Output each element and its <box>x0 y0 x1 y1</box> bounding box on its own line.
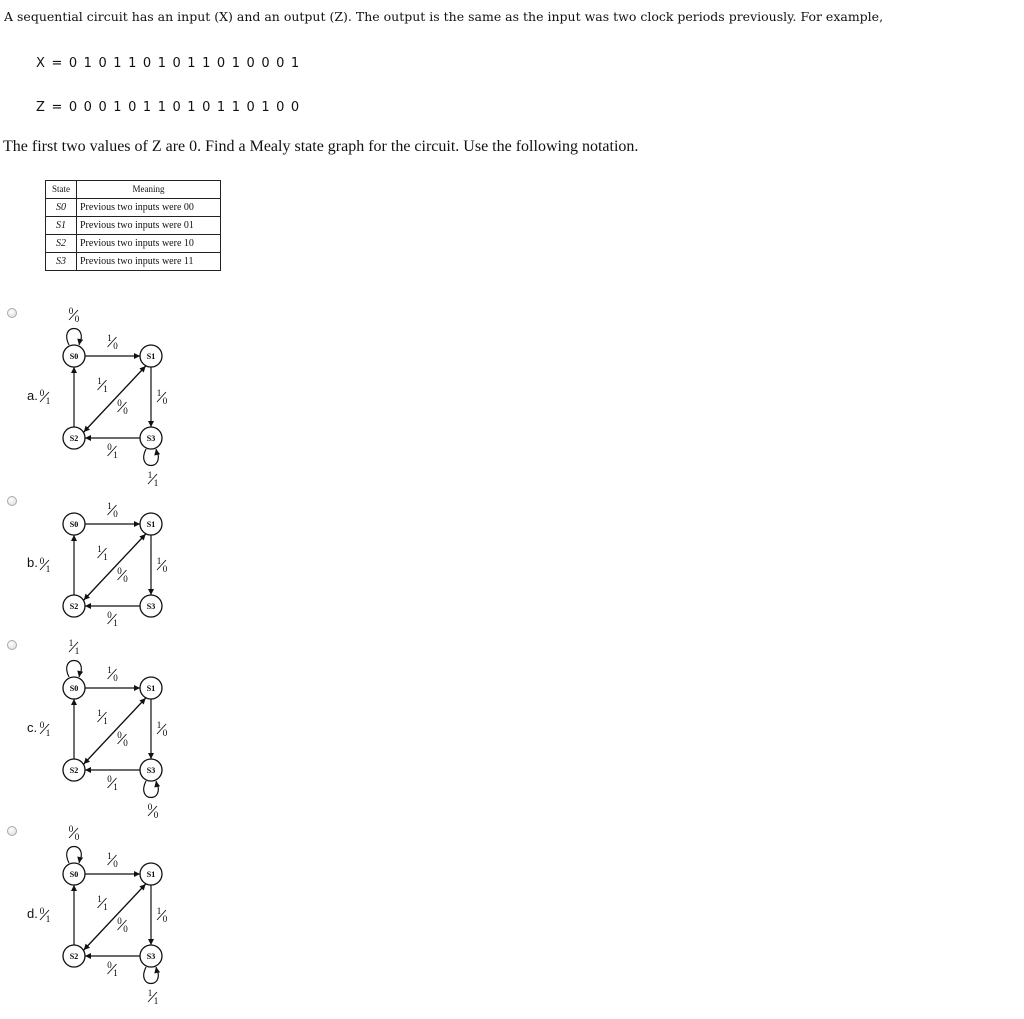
state-s1 <box>140 513 162 535</box>
arrowhead <box>71 885 77 891</box>
transition-s3-s2 <box>85 603 140 628</box>
state-label: S0 <box>69 870 79 879</box>
edge-label-output: 0 <box>162 564 168 574</box>
arrowhead <box>134 521 140 527</box>
option-a-radio[interactable] <box>7 308 17 318</box>
notation-header-state: State <box>46 181 77 199</box>
edge-label-output: 0 <box>113 341 118 351</box>
edge-label-output: 1 <box>74 646 80 656</box>
arrowhead <box>148 939 154 945</box>
option-d-letter: d. <box>27 906 38 921</box>
transition-s1-s2 <box>84 884 146 950</box>
edge-label <box>40 720 51 738</box>
edge-label-output: 0 <box>123 924 128 934</box>
edge-label-input: 1 <box>107 333 112 343</box>
edge-label-input: 1 <box>68 638 74 648</box>
state-s2 <box>63 759 85 781</box>
state-graph-content <box>40 638 168 820</box>
edge-label-output: 1 <box>113 450 118 460</box>
edge-label-input: 1 <box>147 470 153 480</box>
edge-label-input: 1 <box>156 556 162 566</box>
state-label: S1 <box>146 870 156 879</box>
edge-label <box>69 306 80 324</box>
edge-label <box>107 851 118 869</box>
edge-label-output: 1 <box>103 384 108 394</box>
state-s0 <box>63 513 85 535</box>
edge-label <box>69 638 80 656</box>
arrowhead <box>77 339 83 345</box>
notation-header-row <box>46 181 221 199</box>
transition-s2-s0 <box>40 699 77 759</box>
edge-label <box>97 894 108 912</box>
state-s1 <box>140 677 162 699</box>
edge-label <box>97 708 108 726</box>
arrowhead <box>85 435 91 441</box>
edge-label <box>40 906 51 924</box>
edge-label <box>148 988 159 1006</box>
edge-label-input: 1 <box>97 544 102 554</box>
transition-s0-s1 <box>85 501 140 527</box>
edge-label <box>107 442 118 460</box>
edge-label <box>97 376 108 394</box>
edge-label-input: 0 <box>39 388 45 398</box>
edge-label-input: 1 <box>97 376 102 386</box>
edge-label-output: 0 <box>153 810 159 820</box>
edge-label-input: 1 <box>147 988 153 998</box>
edge-label-output: 0 <box>162 396 168 406</box>
transition-line <box>84 884 146 950</box>
state-label: S0 <box>69 520 79 529</box>
edge-label-output: 1 <box>113 968 118 978</box>
state-s0 <box>63 345 85 367</box>
notation-row <box>46 235 221 253</box>
edge-label-output: 1 <box>45 396 51 406</box>
edge-label <box>107 774 118 792</box>
transition-s0-s1 <box>85 665 140 691</box>
transition-s2-s1 <box>84 366 146 432</box>
state-label: S0 <box>69 684 79 693</box>
transition-s1-s3 <box>148 885 168 945</box>
edge-label-input: 1 <box>97 894 102 904</box>
state-label: S3 <box>146 952 156 961</box>
edge-label <box>157 556 168 574</box>
notation-state: S3 <box>46 253 77 271</box>
transition-s2-s0 <box>40 535 77 595</box>
state-s0 <box>63 677 85 699</box>
edge-label-input: 1 <box>107 501 112 511</box>
state-label: S1 <box>146 684 156 693</box>
arrowhead <box>77 857 83 863</box>
edge-label <box>107 333 118 351</box>
transition-s1-s3 <box>148 367 168 427</box>
notation-header-meaning: Meaning <box>77 181 221 199</box>
state-s0 <box>63 863 85 885</box>
edge-label <box>117 566 128 584</box>
notation-table <box>45 180 221 271</box>
edge-label <box>148 802 159 820</box>
edge-label-output: 0 <box>123 406 128 416</box>
edge-label <box>97 544 108 562</box>
edge-label <box>157 388 168 406</box>
state-label: S2 <box>69 952 79 961</box>
edge-label <box>117 730 128 748</box>
state-s1 <box>140 863 162 885</box>
notation-row <box>46 199 221 217</box>
state-graph-content <box>40 306 168 488</box>
edge-label-input: 0 <box>117 916 122 926</box>
transition-s1-s2 <box>84 534 146 600</box>
edge-label-output: 1 <box>103 902 108 912</box>
transition-s3-s3 <box>144 967 160 1006</box>
edge-label-input: 0 <box>107 610 112 620</box>
arrowhead <box>71 535 77 541</box>
arrowhead <box>134 685 140 691</box>
transition-s3-s3 <box>144 781 160 820</box>
edge-label-output: 0 <box>162 728 168 738</box>
state-graph-content <box>40 824 168 1006</box>
edge-label <box>40 388 51 406</box>
transition-s0-s1 <box>85 333 140 359</box>
state-label: S3 <box>146 766 156 775</box>
state-label: S3 <box>146 602 156 611</box>
state-s3 <box>140 759 162 781</box>
notation-state: S0 <box>46 199 77 217</box>
edge-label <box>117 916 128 934</box>
notation-row <box>46 253 221 271</box>
x-sequence-line <box>36 56 300 71</box>
transition-s0-s0 <box>67 824 83 863</box>
arrowhead <box>85 953 91 959</box>
state-label: S1 <box>146 352 156 361</box>
edge-label <box>107 960 118 978</box>
edge-label-input: 0 <box>68 306 74 316</box>
state-s3 <box>140 595 162 617</box>
edge-label-input: 1 <box>97 708 102 718</box>
edge-label-input: 1 <box>156 906 162 916</box>
state-s3 <box>140 945 162 967</box>
edge-label-output: 1 <box>103 552 108 562</box>
edge-label-input: 0 <box>117 398 122 408</box>
edge-label <box>69 824 80 842</box>
edge-label-input: 1 <box>156 388 162 398</box>
arrowhead <box>148 753 154 759</box>
transition-s0-s1 <box>85 851 140 877</box>
edge-label-input: 1 <box>107 665 112 675</box>
edge-label <box>107 665 118 683</box>
z-sequence: 0 0 0 1 0 1 1 0 1 0 1 1 0 1 0 0 <box>68 100 301 115</box>
edge-label-input: 0 <box>39 906 45 916</box>
arrowhead <box>134 353 140 359</box>
option-d-state-graph <box>39 824 192 1011</box>
transition-s1-s3 <box>148 535 168 595</box>
edge-label-output: 1 <box>103 716 108 726</box>
state-label: S3 <box>146 434 156 443</box>
transition-s0-s0 <box>67 306 83 345</box>
arrowhead <box>71 699 77 705</box>
edge-label-input: 0 <box>117 730 122 740</box>
transition-s3-s2 <box>85 435 140 460</box>
edge-label <box>157 720 168 738</box>
edge-label-output: 0 <box>74 832 80 842</box>
edge-label-output: 1 <box>45 914 51 924</box>
edge-label-output: 0 <box>162 914 168 924</box>
transition-line <box>84 366 146 432</box>
option-b-letter: b. <box>27 555 38 570</box>
edge-label-output: 0 <box>123 738 128 748</box>
edge-label-output: 1 <box>113 618 118 628</box>
notation-meaning: Previous two inputs were 01 <box>77 217 221 235</box>
x-label: X = <box>36 56 64 71</box>
edge-label-output: 1 <box>153 996 159 1006</box>
option-c-state-graph <box>39 638 192 825</box>
edge-label <box>40 556 51 574</box>
state-s2 <box>63 945 85 967</box>
x-sequence: 0 1 0 1 1 0 1 0 1 1 0 1 0 0 0 1 <box>68 56 301 71</box>
transition-s3-s3 <box>144 449 160 488</box>
arrowhead <box>85 603 91 609</box>
arrowhead <box>77 671 83 677</box>
arrowhead <box>134 871 140 877</box>
edge-label-input: 1 <box>107 851 112 861</box>
edge-label-output: 1 <box>153 478 159 488</box>
z-label: Z = <box>36 100 64 115</box>
edge-label-input: 0 <box>107 774 112 784</box>
arrowhead <box>148 589 154 595</box>
option-a-letter: a. <box>27 388 38 403</box>
edge-label-output: 0 <box>113 673 118 683</box>
transition-s2-s0 <box>40 367 77 427</box>
edge-label-output: 1 <box>113 782 118 792</box>
option-b-state-graph <box>39 496 192 636</box>
arrowhead <box>71 367 77 373</box>
transition-s3-s2 <box>85 767 140 792</box>
state-s3 <box>140 427 162 449</box>
edge-label-input: 0 <box>107 960 112 970</box>
arrowhead <box>85 767 91 773</box>
edge-label-input: 0 <box>39 556 45 566</box>
notation-meaning: Previous two inputs were 10 <box>77 235 221 253</box>
state-label: S1 <box>146 520 156 529</box>
state-label: S0 <box>69 352 79 361</box>
state-s2 <box>63 595 85 617</box>
state-label: S2 <box>69 602 79 611</box>
option-c-letter: c. <box>27 720 38 735</box>
option-d-radio[interactable] <box>7 826 17 836</box>
transition-s1-s2 <box>84 698 146 764</box>
edge-label-output: 0 <box>113 509 118 519</box>
transition-s3-s2 <box>85 953 140 978</box>
option-c-radio[interactable] <box>7 640 17 650</box>
edge-label-output: 0 <box>74 314 80 324</box>
arrowhead <box>154 449 160 455</box>
transition-s2-s0 <box>40 885 77 945</box>
z-sequence-line <box>36 100 300 115</box>
notation-state: S2 <box>46 235 77 253</box>
edge-label-output: 1 <box>45 728 51 738</box>
state-graph-content <box>40 501 168 628</box>
option-b-radio[interactable] <box>7 496 17 506</box>
edge-label-output: 0 <box>113 859 118 869</box>
notation-state: S1 <box>46 217 77 235</box>
option-a-state-graph <box>39 306 192 493</box>
edge-label <box>107 501 118 519</box>
arrowhead <box>154 967 160 973</box>
state-label: S2 <box>69 434 79 443</box>
transition-line <box>84 698 146 764</box>
edge-label-input: 0 <box>147 802 153 812</box>
edge-label-input: 0 <box>39 720 45 730</box>
notation-meaning: Previous two inputs were 00 <box>77 199 221 217</box>
state-label: S2 <box>69 766 79 775</box>
edge-label-output: 1 <box>45 564 51 574</box>
notation-row <box>46 217 221 235</box>
arrowhead <box>154 781 160 787</box>
edge-label <box>107 610 118 628</box>
arrowhead <box>148 421 154 427</box>
transition-s1-s3 <box>148 699 168 759</box>
edge-label-input: 0 <box>117 566 122 576</box>
edge-label <box>157 906 168 924</box>
transition-line <box>84 534 146 600</box>
notation-meaning: Previous two inputs were 11 <box>77 253 221 271</box>
question-intro: A sequential circuit has an input (X) and an output (Z). The output is the same as the input was two clock periods previously. For example, <box>4 9 884 24</box>
edge-label <box>148 470 159 488</box>
edge-label-input: 1 <box>156 720 162 730</box>
question-note: The first two values of Z are 0. Find a Mealy state graph for the circuit. Use the following notation. <box>3 138 639 155</box>
state-s1 <box>140 345 162 367</box>
edge-label-input: 0 <box>68 824 74 834</box>
edge-label-input: 0 <box>107 442 112 452</box>
transition-s0-s0 <box>67 638 83 677</box>
state-s2 <box>63 427 85 449</box>
edge-label-output: 0 <box>123 574 128 584</box>
edge-label <box>117 398 128 416</box>
